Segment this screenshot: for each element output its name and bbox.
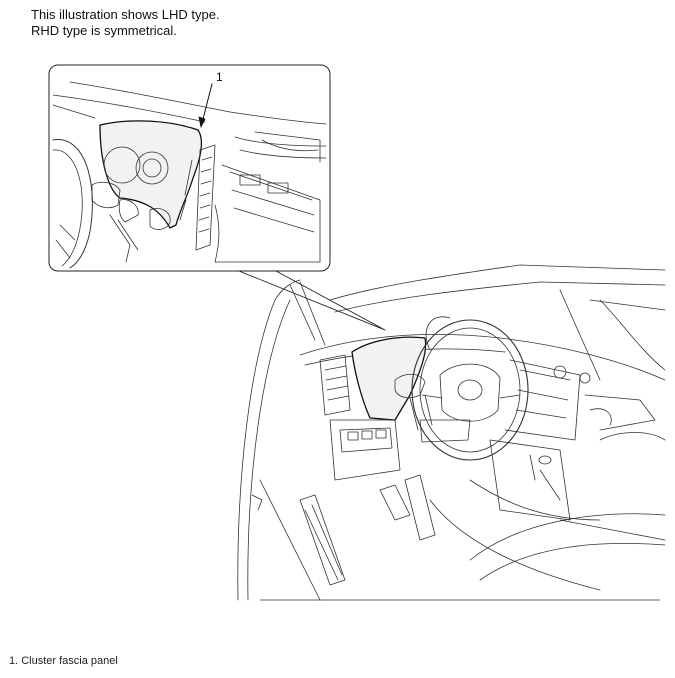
- detail-inset: [49, 65, 330, 271]
- parts-legend: [9, 655, 118, 667]
- note-line-lhd: This illustration shows LHD type.: [31, 7, 220, 22]
- note-line-rhd: RHD type is symmetrical.: [31, 23, 177, 38]
- main-illustration: [238, 265, 665, 600]
- cluster-fascia-panel-main: [352, 337, 426, 420]
- legend-item-cluster-fascia-panel: 1. Cluster fascia panel: [9, 655, 118, 667]
- callout-number: 1: [216, 70, 223, 84]
- zoom-lines: [239, 271, 385, 330]
